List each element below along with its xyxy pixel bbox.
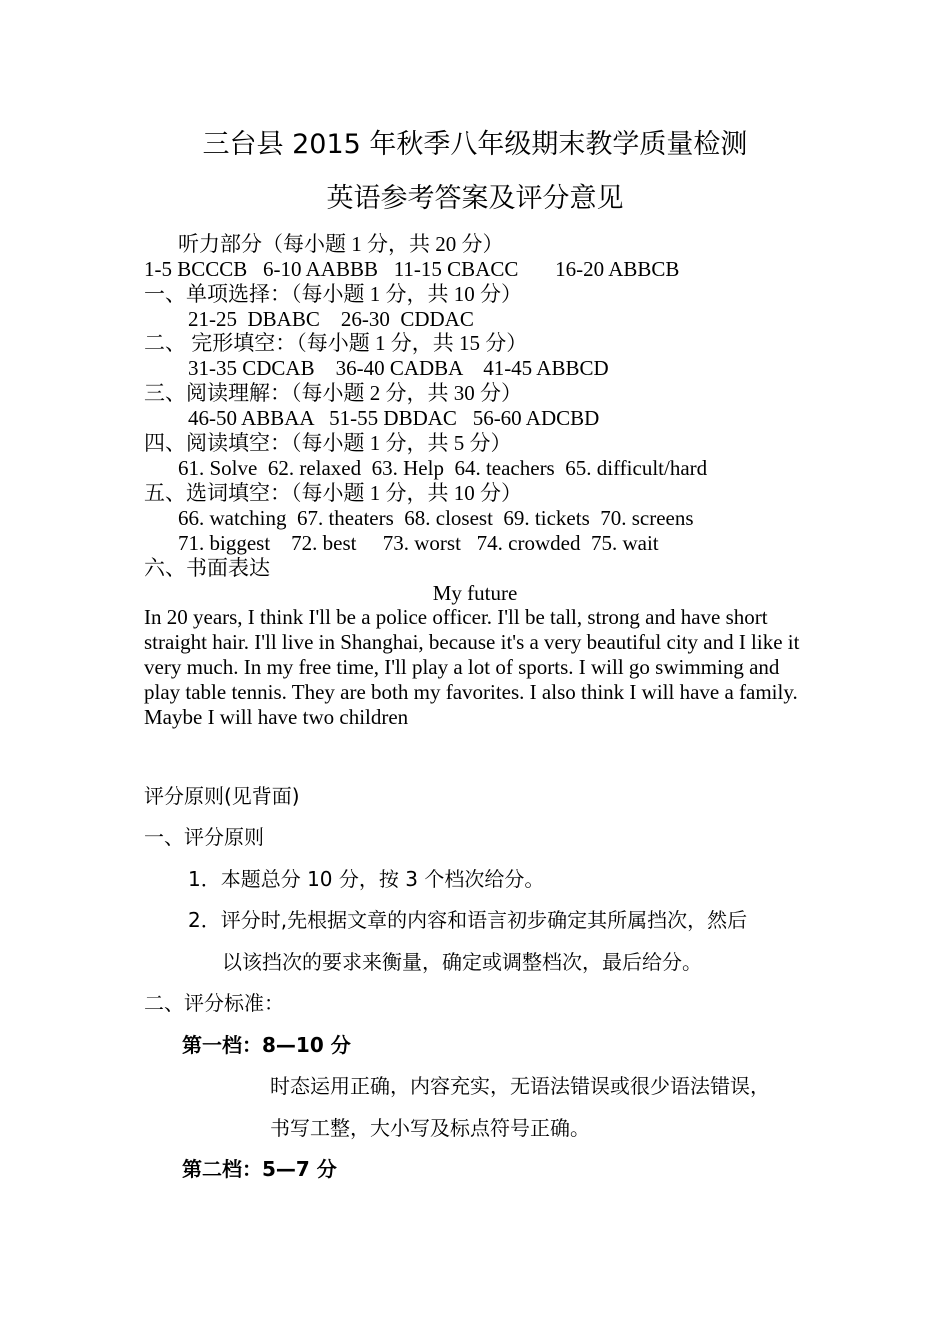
reading-fill-heading: 四、阅读填空：（每小题 1 分，共 5 分） — [144, 431, 512, 455]
standards-heading: 二、评分标准： — [144, 991, 284, 1015]
single-choice-answers: 21-25 DBABC 26-30 CDDAC — [188, 307, 474, 331]
scoring-note: 评分原则(见背面) — [144, 784, 300, 808]
reading-heading: 三、阅读理解：（每小题 2 分，共 30 分） — [144, 381, 522, 405]
writing-heading: 六、书面表达 — [144, 556, 270, 580]
word-fill-answers-2: 71. biggest 72. best 73. worst 74. crowded 75. wait — [178, 531, 659, 555]
cloze-heading: 二、 完形填空：（每小题 1 分，共 15 分） — [144, 331, 528, 355]
essay-body: In 20 years, I think I'll be a police officer. I'll be tall, strong and have short straight hair. I'll live in Shanghai, because it's a very beautiful city and I like it very much. In my free time, I'll play a lot of sports. I will go swimming and play table tennis. They are both my favorites. I also think I will have a family. Maybe I will have two children — [144, 605, 800, 729]
tier-1-desc-line-1: 时态运用正确，内容充实，无语法错误或很少语法错误， — [270, 1074, 770, 1098]
listening-heading: 听力部分（每小题 1 分，共 20 分） — [178, 232, 504, 256]
principle-2-line-2: 以该挡次的要求来衡量，确定或调整档次，最后给分。 — [222, 950, 702, 974]
tier-2-label: 第二档：5—7 分 — [182, 1157, 337, 1181]
document-subtitle: 英语参考答案及评分意见 — [326, 183, 624, 214]
cloze-answers: 31-35 CDCAB 36-40 CADBA 41-45 ABBCD — [188, 356, 609, 380]
word-fill-answers-1: 66. watching 67. theaters 68. closest 69. tickets 70. screens — [178, 506, 694, 530]
principle-1: 1．本题总分 10 分，按 3 个档次给分。 — [188, 867, 545, 891]
tier-1-label: 第一档：8—10 分 — [182, 1033, 351, 1057]
essay-title: My future — [432, 581, 518, 605]
single-choice-heading: 一、单项选择：（每小题 1 分，共 10 分） — [144, 282, 522, 306]
word-fill-heading: 五、选词填空：（每小题 1 分，共 10 分） — [144, 481, 522, 505]
document-title: 三台县 2015 年秋季八年级期末教学质量检测 — [202, 129, 748, 160]
tier-1-desc-line-2: 书写工整，大小写及标点符号正确。 — [270, 1116, 590, 1140]
reading-fill-answers: 61. Solve 62. relaxed 63. Help 64. teachers 65. difficult/hard — [178, 456, 708, 480]
principles-heading: 一、评分原则 — [144, 825, 264, 849]
principle-2-line-1: 2．评分时,先根据文章的内容和语言初步确定其所属挡次，然后 — [188, 908, 748, 932]
listening-answers: 1-5 BCCCB 6-10 AABBB 11-15 CBACC 16-20 ABBCB — [144, 257, 680, 281]
reading-answers: 46-50 ABBAA 51-55 DBDAC 56-60 ADCBD — [188, 406, 600, 430]
